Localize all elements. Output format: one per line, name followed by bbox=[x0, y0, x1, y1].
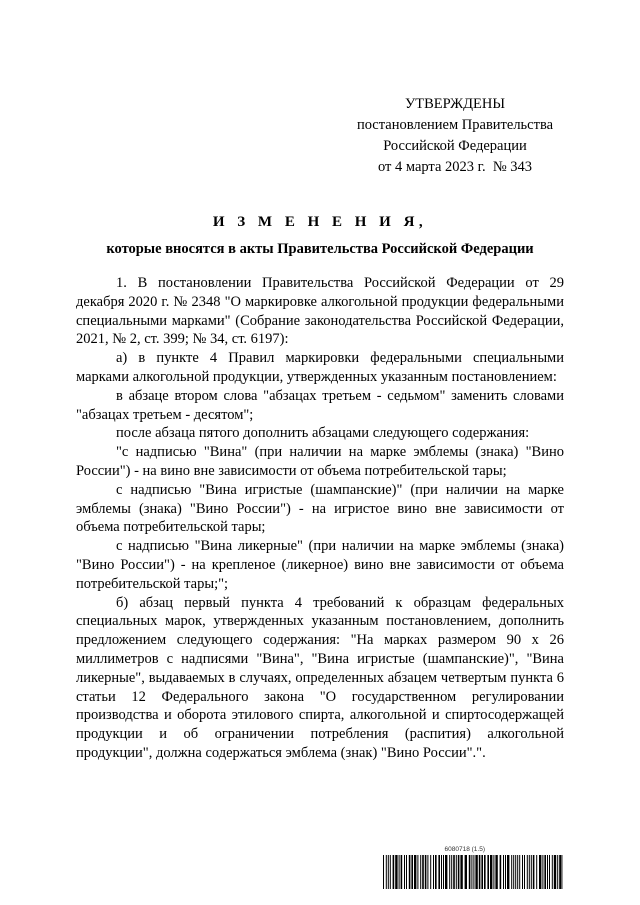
approval-line: постановлением Правительства bbox=[356, 117, 554, 133]
document-body bbox=[76, 274, 564, 763]
barcode-caption: 6080718 (1.5) bbox=[444, 846, 485, 853]
approval-date: от 4 марта 2023 г. № 343 bbox=[377, 159, 533, 175]
paragraph: в абзаце втором слова "абзацах третьем - седьмом" заменить словами "абзацах третьем - десятом"; bbox=[76, 387, 564, 423]
paragraph: "с надписью "Вина" (при наличии на марке эмблемы (знака) "Вино России") - на вино вне зависимости от объема потребительской тары; bbox=[76, 444, 564, 479]
paragraph: после абзаца пятого дополнить абзацами следующего содержания: bbox=[116, 425, 530, 442]
paragraph: с надписью "Вина ликерные" (при наличии на марке эмблемы (знака) "Вино России") - на крепленое (ликерное) вино вне зависимости от объема потребительской тары;"; bbox=[76, 538, 564, 592]
barcode-icon bbox=[383, 855, 563, 889]
approval-line: Российской Федерации bbox=[383, 138, 527, 154]
approval-heading: УТВЕРЖДЕНЫ bbox=[404, 96, 506, 112]
paragraph: б) абзац первый пункта 4 требований к образцам федеральных специальных марок, утвержденных указанным постановлением, дополнить предложением следующего содержания: "На марках размером 90 х 26 миллиметров с надписями "Вина", "Вина игристые (шампанские)", "Вина ликерные", выдаваемых в случаях, определенных абзацем четвертым пункта 6 статьи 12 Федерального закона "О государственном регулировании производства и оборота этилового спирта, алкогольной и спиртосодержащей продукции и об ограничении потребления (распития) алкогольной продукции", должна содержаться эмблема (знак) "Вино России".". bbox=[76, 594, 564, 761]
paragraph: 1. В постановлении Правительства Российской Федерации от 29 декабря 2020 г. № 2348 "О маркировке алкогольной продукции федеральными специальными марками" (Собрание законодательства Российской Федерации, 2021, № 2, ст. 399; № 34, ст. 6197): bbox=[76, 275, 564, 348]
approval-block bbox=[340, 94, 570, 178]
barcode-block bbox=[383, 846, 563, 889]
document-subtitle: которые вносятся в акты Правительства Российской Федерации bbox=[106, 241, 534, 257]
paragraph: а) в пункте 4 Правил маркировки федеральными специальными марками алкогольной продукции, утвержденных указанным постановлением: bbox=[76, 350, 564, 385]
document-title: И З М Е Н Е Н И Я, bbox=[212, 214, 428, 230]
paragraph: с надписью "Вина игристые (шампанские)" (при наличии на марке эмблемы (знака) "Вино России") - на игристое вино вне зависимости от объема потребительской тары; bbox=[76, 481, 564, 536]
